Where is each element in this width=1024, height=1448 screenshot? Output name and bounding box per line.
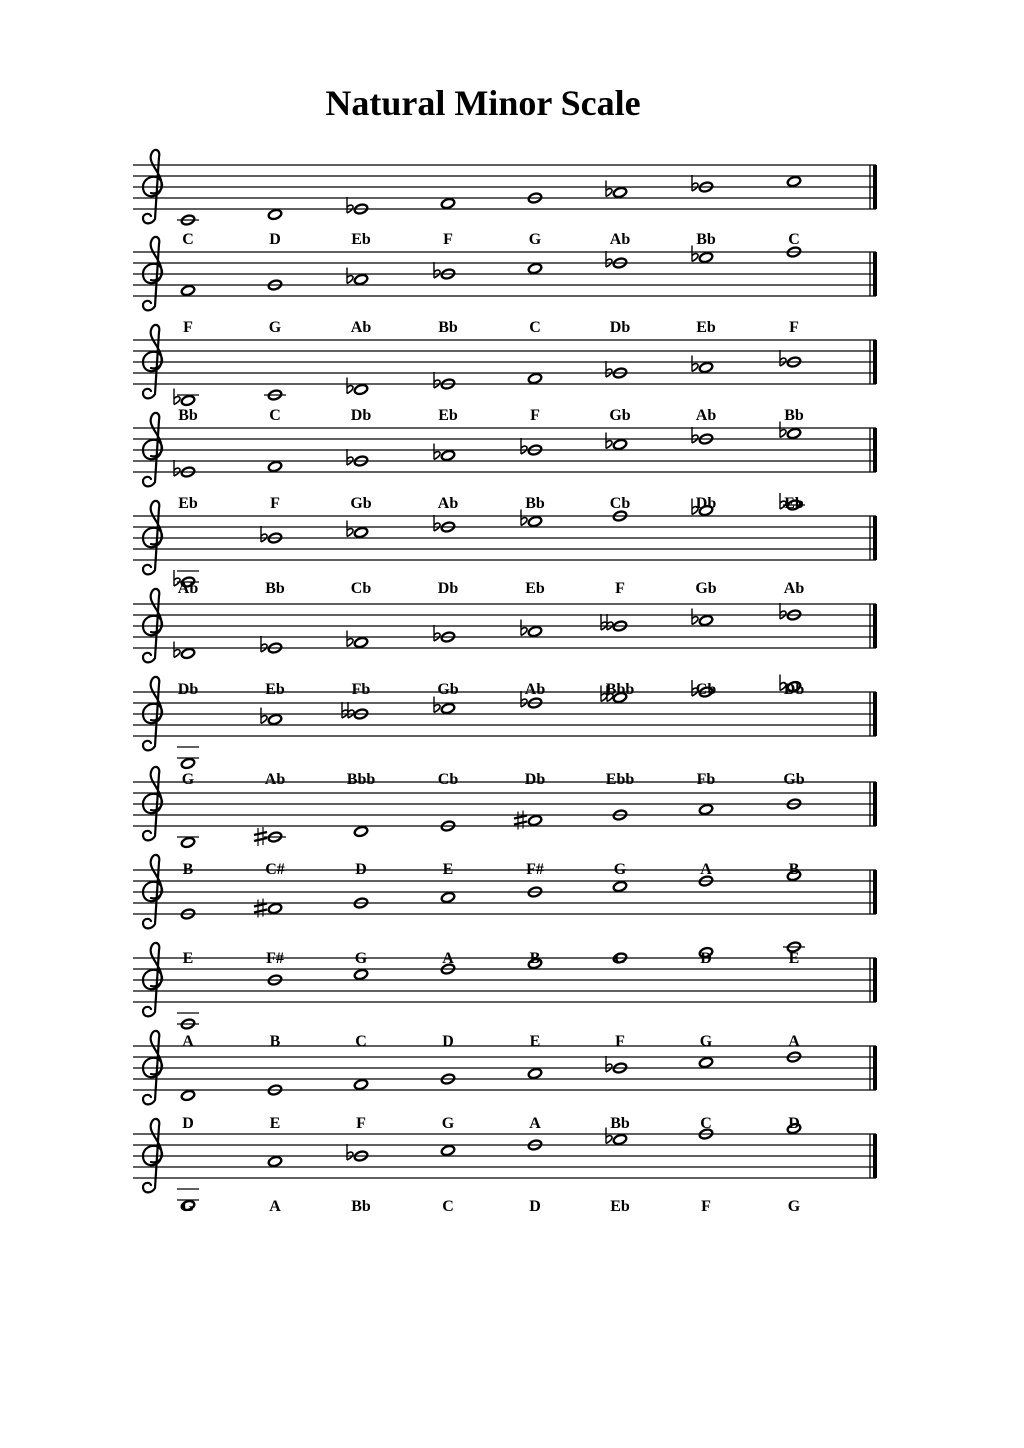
note-label: C: [442, 1198, 454, 1215]
note-label: C: [700, 1115, 712, 1132]
note-label: D: [529, 1198, 541, 1215]
note-label: C#: [265, 861, 285, 878]
note-label: Eb: [610, 1198, 630, 1215]
note-label: Gb: [437, 681, 459, 698]
note-label: B: [269, 1033, 281, 1050]
note-label: G: [441, 1115, 455, 1132]
note-label: Eb: [265, 681, 285, 698]
note-label: Eb: [178, 495, 198, 512]
note-label: Bb: [265, 580, 285, 597]
note-label: B: [788, 861, 800, 878]
note-label: Bb: [438, 319, 458, 336]
note-label: E: [529, 1033, 541, 1050]
note-label: F#: [526, 861, 544, 878]
note-label: F: [530, 407, 540, 424]
note-label: A: [269, 1198, 281, 1215]
note-label: G: [268, 319, 282, 336]
note-label: Db: [609, 319, 631, 336]
note-label: C: [269, 407, 281, 424]
note-label: A: [442, 950, 454, 967]
note-label: G: [181, 1198, 195, 1215]
note-label: D: [182, 1115, 194, 1132]
note-label: Bbb: [346, 771, 376, 788]
note-label: Db: [177, 681, 199, 698]
note-label: Cb: [609, 495, 631, 512]
note-label: Cb: [695, 681, 717, 698]
note-label: B: [182, 861, 194, 878]
note-label: D: [700, 950, 712, 967]
note-label: Gb: [609, 407, 631, 424]
note-label: E: [182, 950, 194, 967]
note-label: Ebb: [605, 771, 635, 788]
note-label: D: [788, 1115, 800, 1132]
note-label: F: [183, 319, 193, 336]
note-label: Gb: [695, 580, 717, 597]
note-label: F: [615, 580, 625, 597]
note-label: Cb: [350, 580, 372, 597]
note-label: Bb: [696, 231, 716, 248]
note-label: Ab: [177, 580, 199, 597]
note-label: F: [701, 1198, 711, 1215]
note-label: A: [700, 861, 712, 878]
note-label: C: [355, 1033, 367, 1050]
note-label: Eb: [351, 231, 371, 248]
note-label: G: [699, 1033, 713, 1050]
note-label: Ab: [783, 580, 805, 597]
note-label: B: [529, 950, 541, 967]
note-label: Fb: [696, 771, 716, 788]
note-label: F: [356, 1115, 366, 1132]
note-label: Bb: [351, 1198, 371, 1215]
note-label: Gb: [350, 495, 372, 512]
note-label: C: [529, 319, 541, 336]
note-label: Db: [350, 407, 372, 424]
note-label: Cb: [437, 771, 459, 788]
note-label: Ab: [524, 681, 546, 698]
page-title: Natural Minor Scale: [325, 83, 641, 123]
note-label: D: [442, 1033, 454, 1050]
note-label: F#: [266, 950, 284, 967]
note-label: Eb: [784, 495, 804, 512]
note-label: Bb: [784, 407, 804, 424]
note-label: Ab: [695, 407, 717, 424]
note-label: F: [443, 231, 453, 248]
note-label: C: [182, 231, 194, 248]
note-label: Ab: [609, 231, 631, 248]
note-label: A: [529, 1115, 541, 1132]
note-label: C: [788, 231, 800, 248]
note-label: F: [270, 495, 280, 512]
note-label: Db: [437, 580, 459, 597]
note-label: Db: [695, 495, 717, 512]
note-label: Gb: [783, 771, 805, 788]
note-label: Bbb: [605, 681, 635, 698]
note-label: E: [442, 861, 454, 878]
note-label: Db: [783, 681, 805, 698]
note-label: D: [269, 231, 281, 248]
note-label: Eb: [525, 580, 545, 597]
note-label: G: [528, 231, 542, 248]
note-label: G: [613, 861, 627, 878]
note-label: G: [354, 950, 368, 967]
note-label: G: [181, 771, 195, 788]
note-label: Ab: [264, 771, 286, 788]
note-label: D: [355, 861, 367, 878]
note-label: Ab: [350, 319, 372, 336]
note-label: A: [788, 1033, 800, 1050]
note-label: E: [269, 1115, 281, 1132]
note-label: Db: [524, 771, 546, 788]
note-label: Bb: [525, 495, 545, 512]
note-label: E: [788, 950, 800, 967]
note-label: A: [182, 1033, 194, 1050]
note-label: C: [614, 950, 626, 967]
note-label: Fb: [351, 681, 371, 698]
note-label: Eb: [438, 407, 458, 424]
note-label: Ab: [437, 495, 459, 512]
note-label: F: [615, 1033, 625, 1050]
note-label: G: [787, 1198, 801, 1215]
note-label: Eb: [696, 319, 716, 336]
note-label: Bb: [178, 407, 198, 424]
note-label: Bb: [610, 1115, 630, 1132]
note-label: F: [789, 319, 799, 336]
